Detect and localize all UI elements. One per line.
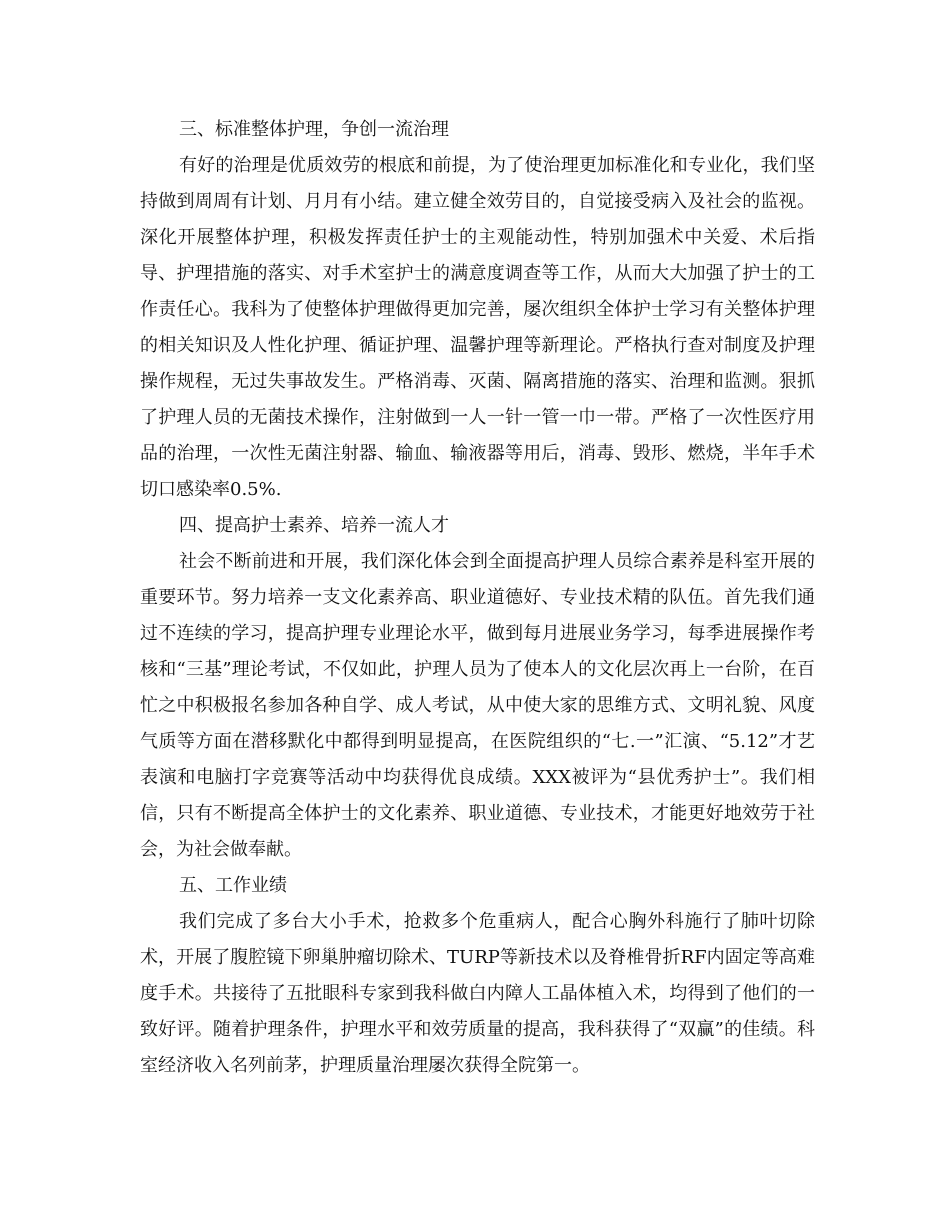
document-page — [140, 112, 815, 1084]
section-paragraph: 社会不断前进和开展，我们深化体会到全面提高护理人员综合素养是科室开展的重要环节。努力培养一支文化素养高、职业道德好、专业技术精的队伍。首先我们通过不连续的学习，提高护理专业理论水平，做到每月进展业务学习，每季进展操作考核和“三基”理论考试，不仅如此，护理人员为了使本人的文化层次再上一台阶，在百忙之中积极报名参加各种自学、成人考试，从中使大家的思维方式、文明礼貌、风度气质等方面在潜移默化中都得到明显提高，在医院组织的“七.一”汇演、“5.12”才艺表演和电脑打字竞赛等活动中均获得优良成绩。XXX被评为“县优秀护士”。我们相信，只有不断提高全体护士的文化素养、职业道德、专业技术，才能更好地效劳于社会，为社会做奉献。 — [140, 551, 815, 860]
section-five — [140, 868, 815, 1084]
section-heading: 四、提高护士素养、培养一流人才 — [179, 515, 449, 536]
section-heading: 三、标准整体护理，争创一流治理 — [179, 119, 449, 140]
section-heading: 五、工作业绩 — [179, 875, 287, 896]
section-paragraph: 我们完成了多台大小手术，抢救多个危重病人，配合心胸外科施行了肺叶切除术，开展了腹腔镜下卵巢肿瘤切除术、TURP等新技术以及脊椎骨折RF内固定等高难度手术。共接待了五批眼科专家到我科做白内障人工晶体植入术，均得到了他们的一致好评。随着护理条件，护理水平和效劳质量的提高，我科获得了“双赢”的佳绩。科室经济收入名列前茅，护理质量治理屡次获得全院第一。 — [140, 911, 815, 1076]
section-four — [140, 508, 815, 868]
section-three — [140, 112, 815, 508]
section-paragraph: 有好的治理是优质效劳的根底和前提，为了使治理更加标准化和专业化，我们坚持做到周周有计划、月月有小结。建立健全效劳目的，自觉接受病入及社会的监视。深化开展整体护理，积极发挥责任护士的主观能动性，特别加强术中关爱、术后指导、护理措施的落实、对手术室护士的满意度调查等工作，从而大大加强了护士的工作责任心。我科为了使整体护理做得更加完善，屡次组织全体护士学习有关整体护理的相关知识及人性化护理、循证护理、温馨护理等新理论。严格执行查对制度及护理操作规程，无过失事故发生。严格消毒、灭菌、隔离措施的落实、治理和监测。狠抓了护理人员的无菌技术操作，注射做到一人一针一管一巾一带。严格了一次性医疗用品的治理，一次性无菌注射器、输血、输液器等用后，消毒、毁形、燃烧，半年手术切口感染率0.5%. — [140, 155, 815, 500]
